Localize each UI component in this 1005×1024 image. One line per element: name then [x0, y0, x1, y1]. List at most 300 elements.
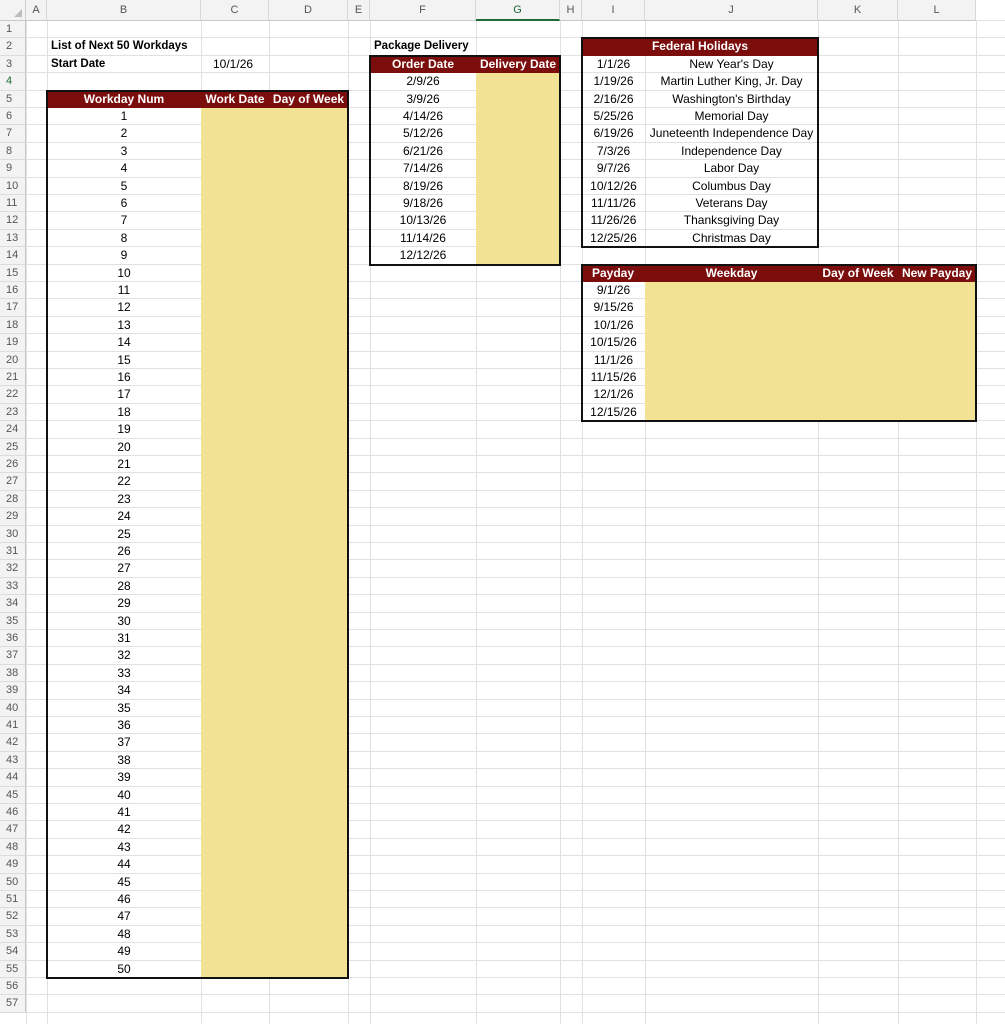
holiday-date[interactable]: 5/25/26: [593, 109, 634, 123]
column-header-l[interactable]: L: [898, 0, 976, 21]
delivery-date-input[interactable]: [476, 108, 560, 125]
day-of-week-input[interactable]: [269, 839, 348, 856]
order-date[interactable]: 2/9/26: [406, 74, 440, 89]
holiday-date[interactable]: 10/12/26: [590, 178, 637, 193]
row-header-35[interactable]: 35: [0, 613, 26, 630]
workday-num[interactable]: 25: [117, 526, 131, 541]
day-of-week-input[interactable]: [269, 821, 348, 838]
column-header-k[interactable]: K: [818, 0, 898, 21]
row-header-22[interactable]: 22: [0, 386, 26, 403]
workday-num[interactable]: 29: [117, 596, 131, 611]
column-header-j[interactable]: J: [645, 0, 818, 21]
workday-num[interactable]: 38: [117, 752, 131, 767]
weekday-input[interactable]: [645, 369, 818, 386]
row-header-49[interactable]: 49: [0, 856, 26, 873]
work-date-input[interactable]: [201, 178, 269, 195]
day-of-week-input[interactable]: [269, 421, 348, 438]
row-header-23[interactable]: 23: [0, 404, 26, 421]
work-date-input[interactable]: [201, 908, 269, 925]
row-header-38[interactable]: 38: [0, 665, 26, 682]
row-header-4[interactable]: 4: [0, 73, 26, 90]
day-of-week-input[interactable]: [269, 317, 348, 334]
package-header-0[interactable]: Order Date: [370, 56, 476, 73]
workday-num[interactable]: 4: [120, 161, 128, 176]
day-of-week-input[interactable]: [269, 595, 348, 612]
order-date[interactable]: 9/18/26: [402, 196, 444, 210]
row-header-46[interactable]: 46: [0, 804, 26, 821]
delivery-date-input[interactable]: [476, 73, 560, 90]
day-of-week-input[interactable]: [269, 230, 348, 247]
day-of-week-input[interactable]: [269, 891, 348, 908]
day-of-week-input[interactable]: [269, 717, 348, 734]
work-date-input[interactable]: [201, 299, 269, 316]
day-of-week-input[interactable]: [269, 682, 348, 699]
work-date-input[interactable]: [201, 961, 269, 978]
row-header-6[interactable]: 6: [0, 108, 26, 125]
row-header-48[interactable]: 48: [0, 839, 26, 856]
day-of-week-input[interactable]: [269, 334, 348, 351]
row-header-8[interactable]: 8: [0, 143, 26, 160]
workday-num[interactable]: 8: [120, 230, 128, 245]
day-of-week-input[interactable]: [269, 943, 348, 960]
workday-num[interactable]: 6: [120, 196, 128, 210]
delivery-date-input[interactable]: [476, 195, 560, 212]
day-of-week-input[interactable]: [269, 439, 348, 456]
workday-num[interactable]: 43: [117, 839, 131, 854]
day-of-week-input[interactable]: [269, 700, 348, 717]
holiday-date[interactable]: 2/16/26: [593, 91, 634, 106]
day-of-week-input[interactable]: [269, 195, 348, 212]
column-header-b[interactable]: B: [47, 0, 201, 21]
start-date-label[interactable]: Start Date: [51, 57, 106, 70]
new-payday-input[interactable]: [898, 352, 976, 369]
payday-date[interactable]: 12/15/26: [590, 404, 637, 419]
day-of-week-input[interactable]: [269, 125, 348, 142]
workday-num[interactable]: 16: [117, 370, 131, 384]
row-header-9[interactable]: 9: [0, 160, 26, 177]
work-date-input[interactable]: [201, 839, 269, 856]
row-header-19[interactable]: 19: [0, 334, 26, 351]
workday-num[interactable]: 45: [117, 874, 131, 889]
row-header-52[interactable]: 52: [0, 908, 26, 925]
workday-num[interactable]: 48: [117, 926, 131, 941]
work-date-input[interactable]: [201, 595, 269, 612]
column-header-h[interactable]: H: [560, 0, 582, 21]
row-header-20[interactable]: 20: [0, 352, 26, 369]
day-of-week-input[interactable]: [269, 543, 348, 560]
weekday-input[interactable]: [645, 404, 818, 421]
work-date-input[interactable]: [201, 665, 269, 682]
package-title[interactable]: Package Delivery: [374, 40, 469, 53]
work-date-input[interactable]: [201, 404, 269, 421]
row-header-12[interactable]: 12: [0, 212, 26, 229]
payday-day-of-week-input[interactable]: [818, 386, 898, 403]
row-header-53[interactable]: 53: [0, 926, 26, 943]
day-of-week-input[interactable]: [269, 265, 348, 282]
workday-num[interactable]: 44: [117, 857, 131, 872]
order-date[interactable]: 11/14/26: [400, 230, 446, 245]
work-date-input[interactable]: [201, 943, 269, 960]
row-header-57[interactable]: 57: [0, 995, 26, 1012]
holiday-name[interactable]: Thanksgiving Day: [683, 213, 780, 228]
day-of-week-input[interactable]: [269, 647, 348, 664]
row-header-42[interactable]: 42: [0, 734, 26, 751]
workday-num[interactable]: 22: [117, 474, 131, 489]
row-header-26[interactable]: 26: [0, 456, 26, 473]
work-date-input[interactable]: [201, 508, 269, 525]
payday-date[interactable]: 10/15/26: [590, 335, 637, 350]
day-of-week-input[interactable]: [269, 578, 348, 595]
weekday-input[interactable]: [645, 352, 818, 369]
work-date-input[interactable]: [201, 369, 269, 386]
row-header-36[interactable]: 36: [0, 630, 26, 647]
day-of-week-input[interactable]: [269, 874, 348, 891]
new-payday-input[interactable]: [898, 369, 976, 386]
holiday-name[interactable]: Memorial Day: [694, 109, 769, 123]
payday-date[interactable]: 9/15/26: [593, 300, 634, 315]
row-header-34[interactable]: 34: [0, 595, 26, 612]
day-of-week-input[interactable]: [269, 491, 348, 508]
workday-num[interactable]: 11: [117, 283, 131, 297]
workday-num[interactable]: 24: [117, 509, 131, 524]
order-date[interactable]: 10/13/26: [399, 213, 447, 228]
workday-num[interactable]: 3: [120, 143, 128, 158]
column-header-d[interactable]: D: [269, 0, 348, 21]
new-payday-input[interactable]: [898, 299, 976, 316]
work-date-input[interactable]: [201, 473, 269, 490]
payday-header-2[interactable]: Day of Week: [818, 265, 898, 282]
day-of-week-input[interactable]: [269, 787, 348, 804]
work-date-input[interactable]: [201, 125, 269, 142]
row-header-30[interactable]: 30: [0, 526, 26, 543]
workday-num[interactable]: 42: [117, 822, 131, 837]
payday-date[interactable]: 10/1/26: [593, 317, 634, 332]
delivery-date-input[interactable]: [476, 212, 560, 229]
day-of-week-input[interactable]: [269, 282, 348, 299]
delivery-date-input[interactable]: [476, 143, 560, 160]
row-header-1[interactable]: 1: [0, 21, 26, 38]
holiday-name[interactable]: Columbus Day: [692, 178, 771, 193]
holiday-date[interactable]: 9/7/26: [596, 161, 631, 176]
work-date-input[interactable]: [201, 160, 269, 177]
work-date-input[interactable]: [201, 752, 269, 769]
row-header-45[interactable]: 45: [0, 787, 26, 804]
delivery-date-input[interactable]: [476, 91, 560, 108]
workday-num[interactable]: 21: [117, 457, 131, 471]
day-of-week-input[interactable]: [269, 247, 348, 264]
order-date[interactable]: 6/21/26: [402, 143, 444, 158]
row-header-54[interactable]: 54: [0, 943, 26, 960]
payday-day-of-week-input[interactable]: [818, 317, 898, 334]
delivery-date-input[interactable]: [476, 160, 560, 177]
order-date[interactable]: 8/19/26: [402, 178, 444, 193]
row-header-33[interactable]: 33: [0, 578, 26, 595]
holiday-name[interactable]: Washington's Birthday: [672, 91, 791, 106]
work-date-input[interactable]: [201, 386, 269, 403]
work-date-input[interactable]: [201, 613, 269, 630]
work-date-input[interactable]: [201, 143, 269, 160]
workday-num[interactable]: 31: [117, 631, 131, 645]
payday-header-0[interactable]: Payday: [582, 265, 645, 282]
row-header-55[interactable]: 55: [0, 961, 26, 978]
new-payday-input[interactable]: [898, 404, 976, 421]
row-header-17[interactable]: 17: [0, 299, 26, 316]
work-date-input[interactable]: [201, 630, 269, 647]
holidays-title[interactable]: Federal Holidays: [582, 38, 818, 55]
holiday-date[interactable]: 7/3/26: [596, 143, 631, 158]
work-date-input[interactable]: [201, 717, 269, 734]
day-of-week-input[interactable]: [269, 143, 348, 160]
day-of-week-input[interactable]: [269, 404, 348, 421]
workdays-header-0[interactable]: Workday Num: [47, 91, 201, 108]
workday-num[interactable]: 46: [117, 892, 131, 906]
workdays-header-2[interactable]: Day of Week: [269, 91, 348, 108]
row-header-25[interactable]: 25: [0, 439, 26, 456]
workday-num[interactable]: 14: [117, 335, 131, 350]
day-of-week-input[interactable]: [269, 613, 348, 630]
row-header-21[interactable]: 21: [0, 369, 26, 386]
start-date-value[interactable]: 10/1/26: [213, 56, 254, 71]
day-of-week-input[interactable]: [269, 212, 348, 229]
day-of-week-input[interactable]: [269, 299, 348, 316]
order-date[interactable]: 12/12/26: [399, 248, 447, 263]
workday-num[interactable]: 1: [120, 109, 128, 123]
row-header-31[interactable]: 31: [0, 543, 26, 560]
row-header-18[interactable]: 18: [0, 317, 26, 334]
day-of-week-input[interactable]: [269, 160, 348, 177]
day-of-week-input[interactable]: [269, 752, 348, 769]
work-date-input[interactable]: [201, 734, 269, 751]
payday-date[interactable]: 12/1/26: [593, 387, 634, 402]
holiday-name[interactable]: Independence Day: [681, 143, 782, 158]
row-header-3[interactable]: 3: [0, 56, 26, 73]
workday-num[interactable]: 47: [117, 909, 131, 924]
workday-num[interactable]: 32: [117, 648, 131, 663]
workday-num[interactable]: 27: [117, 561, 131, 576]
workday-num[interactable]: 33: [117, 665, 131, 680]
workday-num[interactable]: 28: [117, 578, 131, 593]
row-header-14[interactable]: 14: [0, 247, 26, 264]
payday-header-1[interactable]: Weekday: [645, 265, 818, 282]
row-header-44[interactable]: 44: [0, 769, 26, 786]
delivery-date-input[interactable]: [476, 178, 560, 195]
holiday-name[interactable]: Christmas Day: [692, 230, 771, 245]
select-all-corner[interactable]: [0, 0, 26, 21]
workday-num[interactable]: 37: [117, 735, 131, 750]
holiday-date[interactable]: 6/19/26: [593, 126, 634, 141]
work-date-input[interactable]: [201, 247, 269, 264]
workday-num[interactable]: 34: [117, 683, 131, 698]
payday-day-of-week-input[interactable]: [818, 404, 898, 421]
day-of-week-input[interactable]: [269, 665, 348, 682]
work-date-input[interactable]: [201, 212, 269, 229]
holiday-date[interactable]: 1/19/26: [593, 74, 634, 89]
work-date-input[interactable]: [201, 647, 269, 664]
holiday-date[interactable]: 1/1/26: [596, 56, 631, 71]
column-header-i[interactable]: I: [582, 0, 645, 21]
work-date-input[interactable]: [201, 578, 269, 595]
workday-num[interactable]: 23: [117, 491, 131, 506]
holiday-date[interactable]: 11/26/26: [590, 213, 637, 228]
row-header-2[interactable]: 2: [0, 38, 26, 55]
row-header-11[interactable]: 11: [0, 195, 26, 212]
row-header-15[interactable]: 15: [0, 265, 26, 282]
order-date[interactable]: 5/12/26: [402, 126, 444, 141]
day-of-week-input[interactable]: [269, 769, 348, 786]
row-header-29[interactable]: 29: [0, 508, 26, 525]
holiday-date[interactable]: 11/11/26: [591, 196, 636, 210]
weekday-input[interactable]: [645, 317, 818, 334]
workday-num[interactable]: 20: [117, 439, 131, 454]
row-header-50[interactable]: 50: [0, 874, 26, 891]
day-of-week-input[interactable]: [269, 961, 348, 978]
holiday-name[interactable]: Labor Day: [703, 161, 760, 176]
day-of-week-input[interactable]: [269, 178, 348, 195]
workday-num[interactable]: 30: [117, 613, 131, 628]
row-header-27[interactable]: 27: [0, 473, 26, 490]
day-of-week-input[interactable]: [269, 369, 348, 386]
row-header-13[interactable]: 13: [0, 230, 26, 247]
new-payday-input[interactable]: [898, 282, 976, 299]
delivery-date-input[interactable]: [476, 247, 560, 264]
weekday-input[interactable]: [645, 299, 818, 316]
row-header-10[interactable]: 10: [0, 178, 26, 195]
workday-num[interactable]: 41: [117, 805, 131, 819]
work-date-input[interactable]: [201, 874, 269, 891]
package-header-1[interactable]: Delivery Date: [476, 56, 560, 73]
work-date-input[interactable]: [201, 700, 269, 717]
row-header-40[interactable]: 40: [0, 700, 26, 717]
day-of-week-input[interactable]: [269, 560, 348, 577]
row-header-24[interactable]: 24: [0, 421, 26, 438]
day-of-week-input[interactable]: [269, 456, 348, 473]
workday-num[interactable]: 9: [120, 248, 128, 263]
payday-date[interactable]: 11/15/26: [590, 370, 637, 384]
work-date-input[interactable]: [201, 526, 269, 543]
column-header-a[interactable]: A: [26, 0, 47, 21]
workday-num[interactable]: 10: [117, 265, 131, 280]
payday-date[interactable]: 9/1/26: [596, 283, 631, 297]
work-date-input[interactable]: [201, 439, 269, 456]
workday-num[interactable]: 17: [117, 387, 131, 402]
column-header-c[interactable]: C: [201, 0, 269, 21]
payday-date[interactable]: 11/1/26: [593, 352, 634, 367]
weekday-input[interactable]: [645, 282, 818, 299]
work-date-input[interactable]: [201, 560, 269, 577]
work-date-input[interactable]: [201, 769, 269, 786]
workday-num[interactable]: 2: [120, 126, 128, 141]
row-header-5[interactable]: 5: [0, 91, 26, 108]
column-header-g[interactable]: G: [476, 0, 560, 21]
order-date[interactable]: 3/9/26: [406, 91, 440, 106]
work-date-input[interactable]: [201, 682, 269, 699]
payday-day-of-week-input[interactable]: [818, 369, 898, 386]
workday-num[interactable]: 36: [117, 718, 131, 732]
new-payday-input[interactable]: [898, 386, 976, 403]
weekday-input[interactable]: [645, 386, 818, 403]
work-date-input[interactable]: [201, 456, 269, 473]
day-of-week-input[interactable]: [269, 526, 348, 543]
workdays-header-1[interactable]: Work Date: [201, 91, 269, 108]
workday-num[interactable]: 5: [120, 178, 128, 193]
holiday-name[interactable]: Juneteenth Independence Day: [649, 126, 814, 141]
column-header-f[interactable]: F: [370, 0, 476, 21]
holiday-name[interactable]: New Year's Day: [689, 56, 774, 71]
order-date[interactable]: 4/14/26: [402, 109, 444, 123]
work-date-input[interactable]: [201, 352, 269, 369]
row-header-39[interactable]: 39: [0, 682, 26, 699]
workday-num[interactable]: 7: [120, 213, 128, 228]
holiday-name[interactable]: Martin Luther King, Jr. Day: [660, 74, 803, 89]
row-header-41[interactable]: 41: [0, 717, 26, 734]
row-header-32[interactable]: 32: [0, 560, 26, 577]
row-header-56[interactable]: 56: [0, 978, 26, 995]
work-date-input[interactable]: [201, 195, 269, 212]
payday-day-of-week-input[interactable]: [818, 334, 898, 351]
row-header-47[interactable]: 47: [0, 821, 26, 838]
day-of-week-input[interactable]: [269, 734, 348, 751]
workday-num[interactable]: 19: [117, 422, 131, 437]
work-date-input[interactable]: [201, 804, 269, 821]
work-date-input[interactable]: [201, 317, 269, 334]
day-of-week-input[interactable]: [269, 386, 348, 403]
work-date-input[interactable]: [201, 282, 269, 299]
work-date-input[interactable]: [201, 543, 269, 560]
new-payday-input[interactable]: [898, 317, 976, 334]
row-header-37[interactable]: 37: [0, 647, 26, 664]
workday-num[interactable]: 12: [117, 300, 131, 315]
workday-num[interactable]: 49: [117, 944, 131, 959]
holiday-date[interactable]: 12/25/26: [590, 230, 637, 245]
workday-num[interactable]: 26: [117, 544, 131, 558]
order-date[interactable]: 7/14/26: [402, 161, 444, 176]
day-of-week-input[interactable]: [269, 908, 348, 925]
payday-header-3[interactable]: New Payday: [898, 265, 976, 282]
row-header-51[interactable]: 51: [0, 891, 26, 908]
holiday-name[interactable]: Veterans Day: [695, 196, 768, 210]
workday-num[interactable]: 35: [117, 700, 131, 715]
workday-num[interactable]: 13: [117, 317, 131, 332]
work-date-input[interactable]: [201, 856, 269, 873]
work-date-input[interactable]: [201, 891, 269, 908]
work-date-input[interactable]: [201, 421, 269, 438]
delivery-date-input[interactable]: [476, 125, 560, 142]
day-of-week-input[interactable]: [269, 108, 348, 125]
day-of-week-input[interactable]: [269, 473, 348, 490]
work-date-input[interactable]: [201, 230, 269, 247]
delivery-date-input[interactable]: [476, 230, 560, 247]
day-of-week-input[interactable]: [269, 804, 348, 821]
workday-num[interactable]: 18: [117, 404, 131, 419]
work-date-input[interactable]: [201, 787, 269, 804]
new-payday-input[interactable]: [898, 334, 976, 351]
work-date-input[interactable]: [201, 108, 269, 125]
payday-day-of-week-input[interactable]: [818, 299, 898, 316]
day-of-week-input[interactable]: [269, 926, 348, 943]
payday-day-of-week-input[interactable]: [818, 282, 898, 299]
day-of-week-input[interactable]: [269, 352, 348, 369]
work-date-input[interactable]: [201, 926, 269, 943]
workday-num[interactable]: 15: [117, 352, 131, 367]
column-header-e[interactable]: E: [348, 0, 370, 21]
work-date-input[interactable]: [201, 334, 269, 351]
workday-num[interactable]: 50: [117, 961, 131, 976]
day-of-week-input[interactable]: [269, 856, 348, 873]
work-date-input[interactable]: [201, 491, 269, 508]
workday-num[interactable]: 39: [117, 770, 131, 785]
row-header-43[interactable]: 43: [0, 752, 26, 769]
row-header-16[interactable]: 16: [0, 282, 26, 299]
